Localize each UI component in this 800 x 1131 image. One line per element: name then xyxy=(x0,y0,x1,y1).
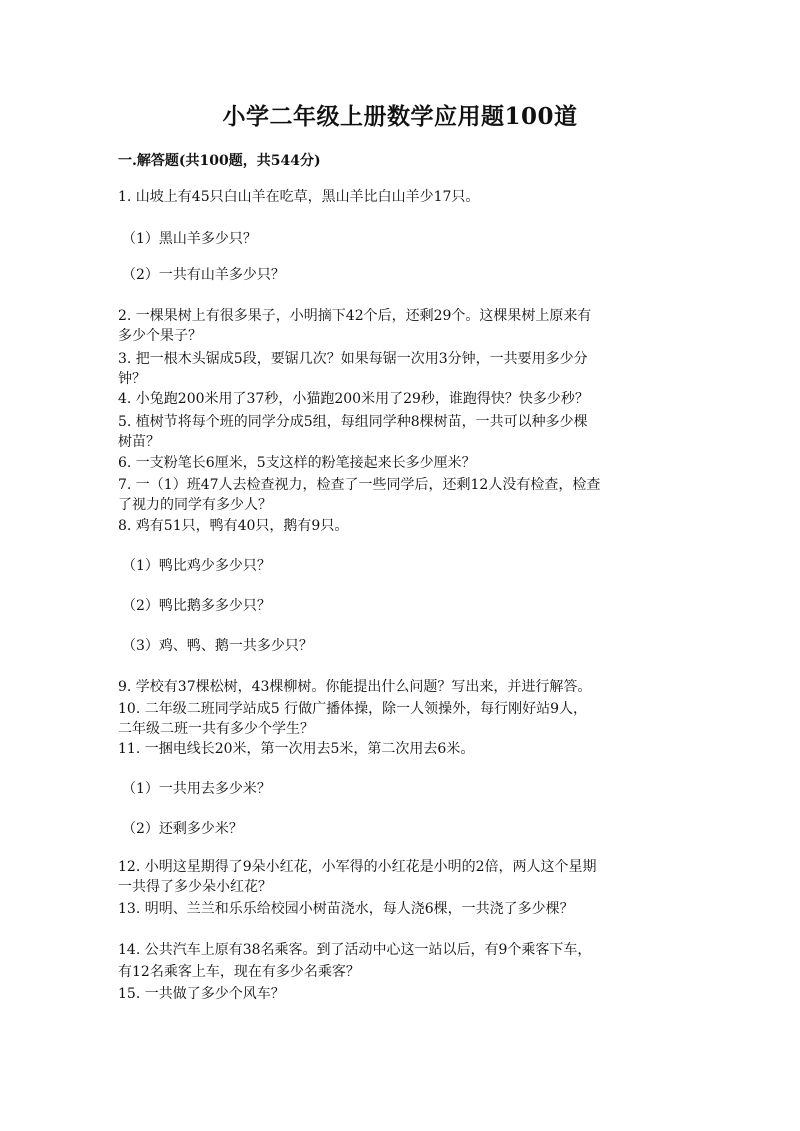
question-4: 4. 小兔跑200米用了37秒，小猫跑200米用了29秒，谁跑得快？快多少秒？ xyxy=(118,391,589,407)
question-14-continued: 有12名乘客上车，现在有多少名乘客？ xyxy=(118,964,360,980)
question-14: 14. 公共汽车上原有38名乘客。到了活动中心这一站以后，有9个乘客下车， xyxy=(118,942,592,958)
question-1: 1. 山坡上有45只白山羊在吃草，黑山羊比白山羊少17只。 xyxy=(118,189,480,205)
question-12-continued: 一共得了多少朵小红花？ xyxy=(118,879,272,895)
question-1-part-2: （2）一共有山羊多少只？ xyxy=(122,267,285,283)
question-2-continued: 多少个果子？ xyxy=(118,328,202,344)
question-9: 9. 学校有37棵松树，43棵柳树。你能提出什么问题？写出来，并进行解答。 xyxy=(118,679,592,695)
question-3-continued: 钟？ xyxy=(118,371,146,387)
question-5: 5. 植树节将每个班的同学分成5组，每组同学种8棵树苗，一共可以种多少棵 xyxy=(118,414,588,430)
question-7: 7. 一（1）班47人去检查视力，检查了一些同学后，还剩12人没有检查，检查 xyxy=(118,477,601,493)
question-8-part-3: （3）鸡、鸭、鹅一共多少只？ xyxy=(122,638,313,654)
question-10-continued: 二年级二班一共有多少个学生？ xyxy=(118,721,314,737)
question-11-part-1: （1）一共用去多少米？ xyxy=(122,781,271,797)
question-7-continued: 了视力的同学有多少人？ xyxy=(118,497,272,513)
question-11-part-2: （2）还剩多少米？ xyxy=(122,821,243,837)
page-title: 小学二年级上册数学应用题100道 xyxy=(222,103,578,130)
question-1-part-1: （1）黑山羊多少只？ xyxy=(122,231,257,247)
question-3: 3. 把一根木头锯成5段，要锯几次？如果每锯一次用3分钟，一共要用多少分 xyxy=(118,351,588,367)
question-8-part-1: （1）鸭比鸡少多少只？ xyxy=(122,558,271,574)
question-8-part-2: （2）鸭比鹅多多少只？ xyxy=(122,598,271,614)
section-heading: 一.解答题(共100题，共544分) xyxy=(118,153,321,169)
question-11: 11. 一捆电线长20米，第一次用去5米，第二次用去6米。 xyxy=(118,741,475,757)
question-12: 12. 小明这星期得了9朵小红花，小军得的小红花是小明的2倍，两人这个星期 xyxy=(118,859,597,875)
question-10: 10. 二年级二班同学站成5 行做广播体操，除一人领操外，每行刚好站9人， xyxy=(118,701,587,717)
question-15: 15. 一共做了多少个风车？ xyxy=(118,986,285,1002)
question-2: 2. 一棵果树上有很多果子，小明摘下42个后，还剩29个。这棵果树上原来有 xyxy=(118,308,592,324)
question-13: 13. 明明、兰兰和乐乐给校园小树苗浇水，每人浇6棵，一共浇了多少棵？ xyxy=(118,901,574,917)
question-8: 8. 鸡有51只，鸭有40只，鹅有9只。 xyxy=(118,518,349,534)
question-6: 6. 一支粉笔长6厘米，5支这样的粉笔接起来长多少厘米？ xyxy=(118,455,476,471)
question-5-continued: 树苗？ xyxy=(118,434,160,450)
